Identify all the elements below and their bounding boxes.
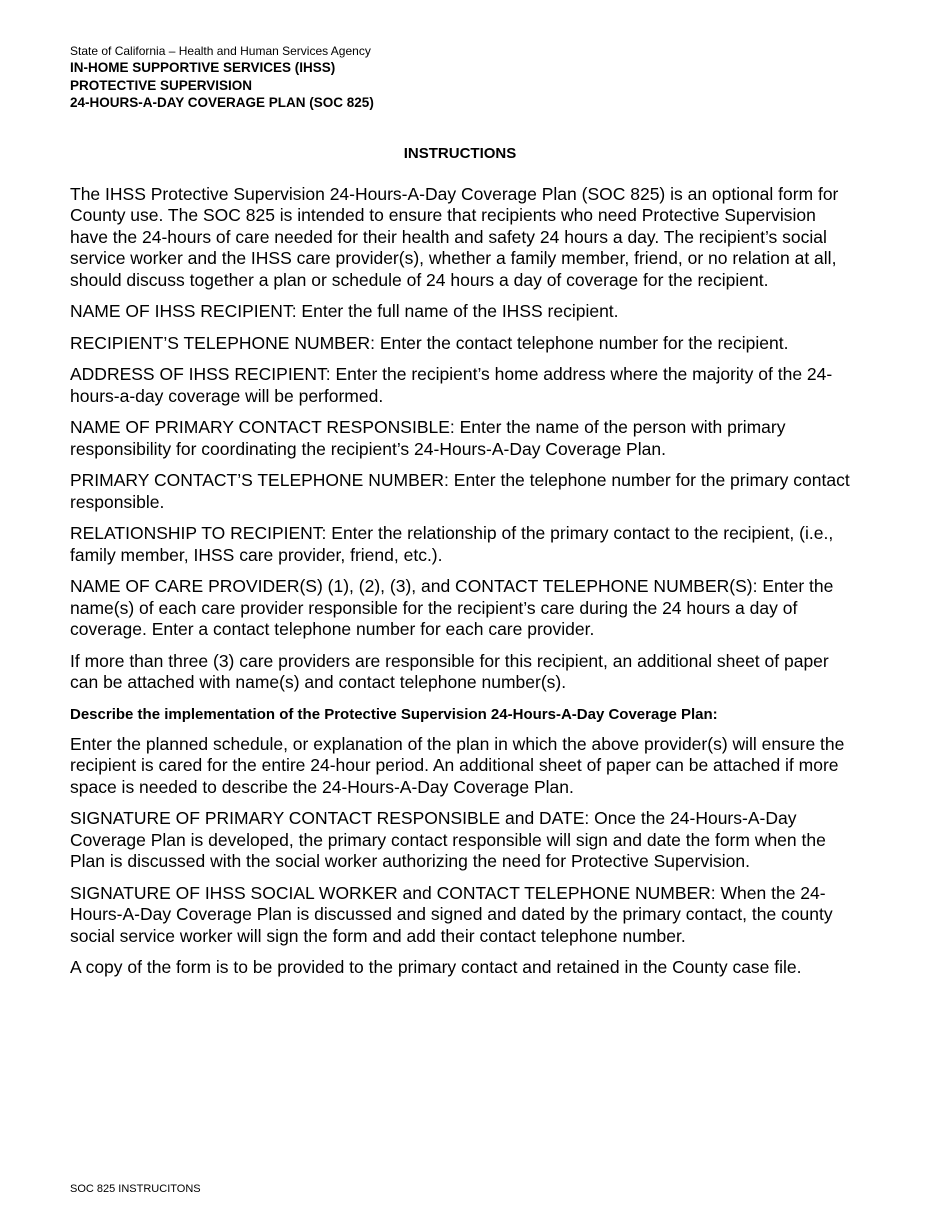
- social-worker-signature-instruction: SIGNATURE OF IHSS SOCIAL WORKER and CONTACT TELEPHONE NUMBER: When the 24-Hours-A-Day Coverage Plan is discussed and signed and dated by the primary contact, the county social service worker will sign the form and add their contact telephone number.: [70, 882, 833, 946]
- document-page: [70, 44, 850, 979]
- instructions-title: INSTRUCTIONS: [403, 144, 517, 162]
- agency-line: State of California – Health and Human Services Agency: [70, 44, 371, 58]
- relationship-instruction: RELATIONSHIP TO RECIPIENT: Enter the relationship of the primary contact to the recipient, (i.e., family member, IHSS care provider, friend, etc.).: [70, 523, 834, 565]
- intro-paragraph: The IHSS Protective Supervision 24-Hours-A-Day Coverage Plan (SOC 825) is an optional form for County use. The SOC 825 is intended to ensure that recipients who need Protective Supervision have the 24-hours of care needed for their health and safety 24 hours a day. The recipient’s social service worker and the IHSS care provider(s), whether a family member, friend, or no relation at all, should discuss together a plan or schedule of 24 hours a day of coverage for the recipient.: [70, 183, 839, 290]
- form-title-line: 24-HOURS-A-DAY COVERAGE PLAN (SOC 825): [70, 95, 374, 110]
- primary-contact-name-instruction: NAME OF PRIMARY CONTACT RESPONSIBLE: Enter the name of the person with primary responsibility for coordinating the recipient’s 24-Hours-A-Day Coverage Plan.: [70, 417, 786, 459]
- recipient-name-instruction: NAME OF IHSS RECIPIENT: Enter the full name of the IHSS recipient.: [70, 301, 619, 321]
- care-providers-instruction: NAME OF CARE PROVIDER(S) (1), (2), (3), and CONTACT TELEPHONE NUMBER(S): Enter the name(s) of each care provider responsible for the recipient’s care during the 24 hours a day of coverage. Enter a contact telephone number for each care provider.: [70, 576, 834, 639]
- implementation-heading: Describe the implementation of the Protective Supervision 24-Hours-A-Day Coverage Plan:: [70, 705, 718, 723]
- program-line: IN-HOME SUPPORTIVE SERVICES (IHSS): [70, 60, 336, 75]
- primary-contact-signature-instruction: SIGNATURE OF PRIMARY CONTACT RESPONSIBLE and DATE: Once the 24-Hours-A-Day Coverage Plan is developed, the primary contact responsible will sign and date the form when the Plan is discussed with the social worker authorizing the need for Protective Supervision.: [70, 808, 826, 871]
- recipient-address-instruction: ADDRESS OF IHSS RECIPIENT: Enter the recipient’s home address where the majority of the 24-hours-a-day coverage will be performed.: [70, 364, 833, 406]
- service-line: PROTECTIVE SUPERVISION: [70, 77, 253, 93]
- copy-retention-instruction: A copy of the form is to be provided to the primary contact and retained in the County case file.: [70, 957, 802, 977]
- form-footer: SOC 825 INSTRUCITONS: [70, 1183, 201, 1195]
- document-header: [70, 44, 850, 112]
- primary-contact-phone-instruction: PRIMARY CONTACT’S TELEPHONE NUMBER: Enter the telephone number for the primary contact responsible.: [70, 470, 850, 512]
- planned-schedule-instruction: Enter the planned schedule, or explanation of the plan in which the above provider(s) will ensure the recipient is cared for the entire 24-hour period. An additional sheet of paper can be attached if more space is needed to describe the 24-Hours-A-Day Coverage Plan.: [70, 733, 845, 797]
- additional-providers-instruction: If more than three (3) care providers are responsible for this recipient, an additional sheet of paper can be attached with name(s) and contact telephone number(s).: [70, 650, 829, 692]
- recipient-phone-instruction: RECIPIENT’S TELEPHONE NUMBER: Enter the contact telephone number for the recipient.: [70, 332, 789, 353]
